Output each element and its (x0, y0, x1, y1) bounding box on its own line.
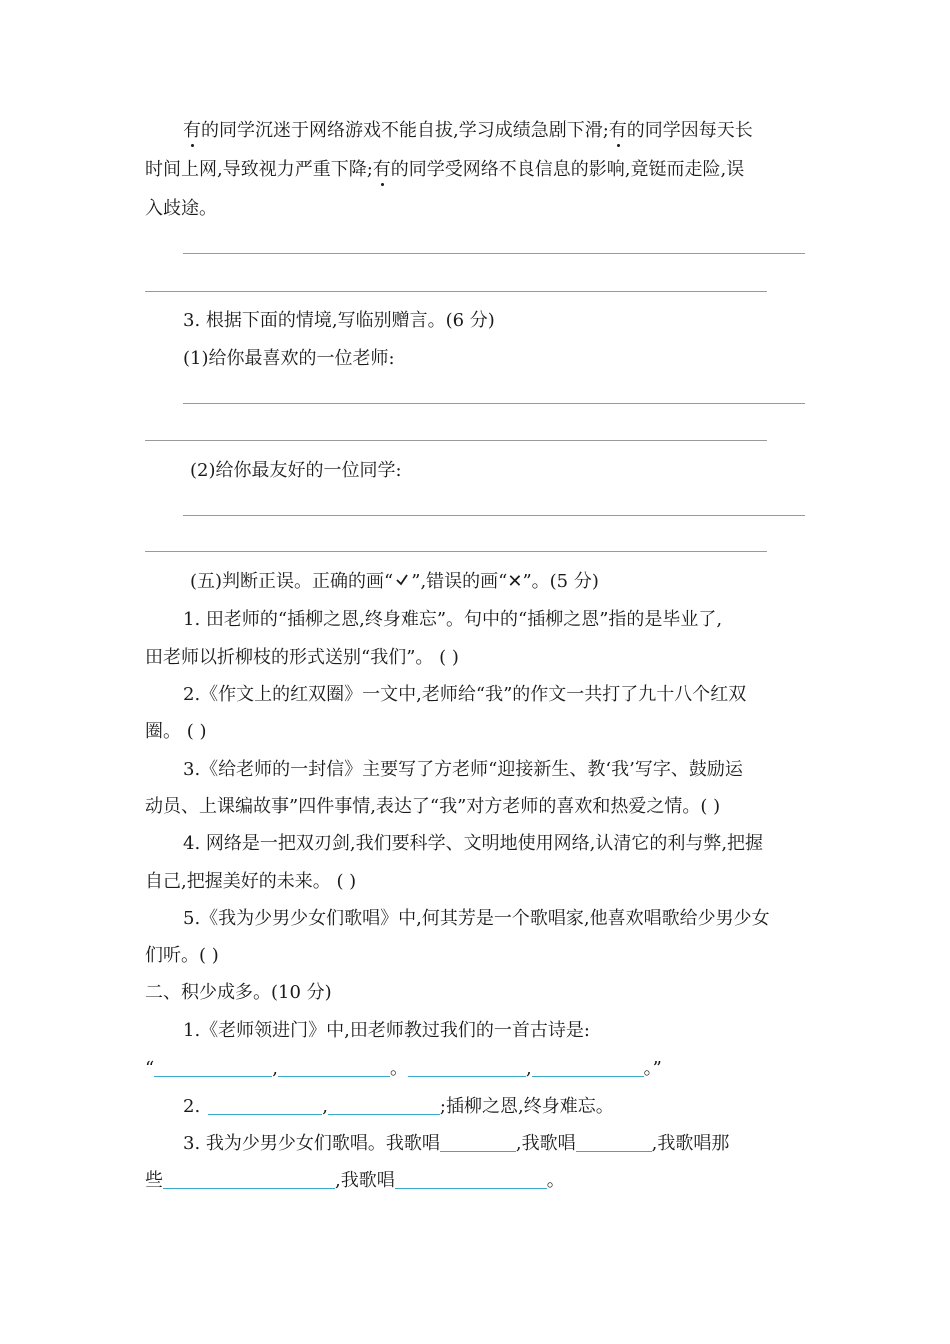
passage-text: 的同学沉迷于网络游戏不能自拔,学习成绩急剧下滑; (201, 120, 609, 141)
quote-close: 。” (643, 1058, 662, 1079)
fill-blank[interactable] (395, 1170, 547, 1189)
section-2-title: 二、积少成多。(10 分) (145, 982, 332, 1003)
judge-section-title (190, 571, 599, 593)
section-2-q1: 1.《老师领进门》中,田老师教过我们的一首古诗是: (183, 1020, 590, 1041)
answer-line[interactable] (183, 403, 805, 404)
judge-item-2-line-2[interactable]: 圈。 ( ) (145, 721, 207, 742)
section-2-q3-line-1 (183, 1133, 729, 1155)
fill-blank[interactable] (278, 1058, 390, 1077)
punct: , (322, 1096, 328, 1117)
answer-line[interactable] (183, 515, 805, 516)
q3-text: 些 (145, 1170, 163, 1191)
punct: 。 (389, 1058, 408, 1079)
q2-tail: ;插柳之恩,终身难忘。 (439, 1096, 614, 1117)
judge-item-1-line-1: 1. 田老师的“插柳之恩,终身难忘”。句中的“插柳之恩”指的是毕业了, (183, 609, 723, 630)
question-3-sub-1: (1)给你最喜欢的一位老师: (183, 348, 395, 369)
passage-line-2 (145, 159, 744, 181)
q3-text: ,我歌唱那 (651, 1133, 730, 1154)
judge-item-5-line-1: 5.《我为少男少女们歌唱》中,何其芳是一个歌唱家,他喜欢唱歌给少男少女 (183, 908, 770, 929)
section-2-q3-line-2 (145, 1170, 565, 1192)
answer-line[interactable] (183, 253, 805, 254)
question-3-title: 3. 根据下面的情境,写临别赠言。(6 分) (183, 310, 495, 331)
emphasis-char: 有 (608, 120, 627, 141)
check-mark-icon (393, 571, 411, 593)
fill-blank[interactable] (440, 1133, 516, 1152)
judge-item-2-line-1: 2.《作文上的红双圈》一文中,老师给“我”的作文一共打了九十八个红双 (183, 684, 747, 705)
fill-blank[interactable] (576, 1133, 652, 1152)
section-2-q2 (183, 1096, 614, 1118)
judge-item-5-line-2[interactable]: 们听。( ) (145, 945, 219, 966)
answer-line[interactable] (145, 551, 767, 552)
q3-text: 。 (546, 1170, 565, 1191)
fill-blank[interactable] (328, 1096, 440, 1115)
judge-item-1-line-2[interactable]: 田老师以折柳枝的形式送别“我们”。 ( ) (145, 647, 459, 668)
passage-line-1 (183, 120, 753, 142)
passage-text: 的同学受网络不良信息的影响,竟铤而走险,误 (390, 159, 745, 180)
answer-line[interactable] (145, 291, 767, 292)
quote-open: “ (145, 1058, 155, 1079)
answer-line[interactable] (145, 440, 767, 441)
punct: , (272, 1058, 278, 1079)
emphasis-char: 有 (372, 159, 391, 180)
fill-blank[interactable] (208, 1096, 322, 1115)
judge-item-3-line-1: 3.《给老师的一封信》主要写了方老师“迎接新生、教‘我’写字、鼓励运 (183, 759, 743, 780)
q3-text: ,我歌唱 (515, 1133, 576, 1154)
q3-text: ,我歌唱 (335, 1170, 395, 1191)
judge-item-4-line-1: 4. 网络是一把双刃剑,我们要科学、文明地使用网络,认清它的利与弊,把握 (183, 833, 764, 854)
judge-title-text: (五)判断正误。正确的画“ (190, 571, 394, 592)
q2-number: 2. (183, 1096, 201, 1117)
fill-blank[interactable] (408, 1058, 526, 1077)
q3-text: 3. 我为少男少女们歌唱。我歌唱 (183, 1133, 440, 1154)
fill-blank[interactable] (163, 1170, 335, 1189)
passage-text: 时间上网,导致视力严重下降; (145, 159, 373, 180)
judge-item-3-line-2[interactable]: 动员、上课编故事”四件事情,表达了“我”对方老师的喜欢和热爱之情。( ) (145, 796, 721, 817)
passage-text: 的同学因每天长 (626, 120, 753, 141)
judge-item-4-line-2[interactable]: 自己,把握美好的未来。 ( ) (145, 871, 357, 892)
passage-line-3: 入歧途。 (145, 198, 217, 219)
punct: , (525, 1058, 532, 1079)
judge-title-text: ”,错误的画“✕”。(5 分) (411, 571, 599, 592)
fill-blank[interactable] (532, 1058, 644, 1077)
section-2-q1-blanks (145, 1058, 662, 1080)
emphasis-char: 有 (183, 120, 201, 141)
fill-blank[interactable] (154, 1058, 272, 1077)
question-3-sub-2: (2)给你最友好的一位同学: (190, 460, 402, 481)
